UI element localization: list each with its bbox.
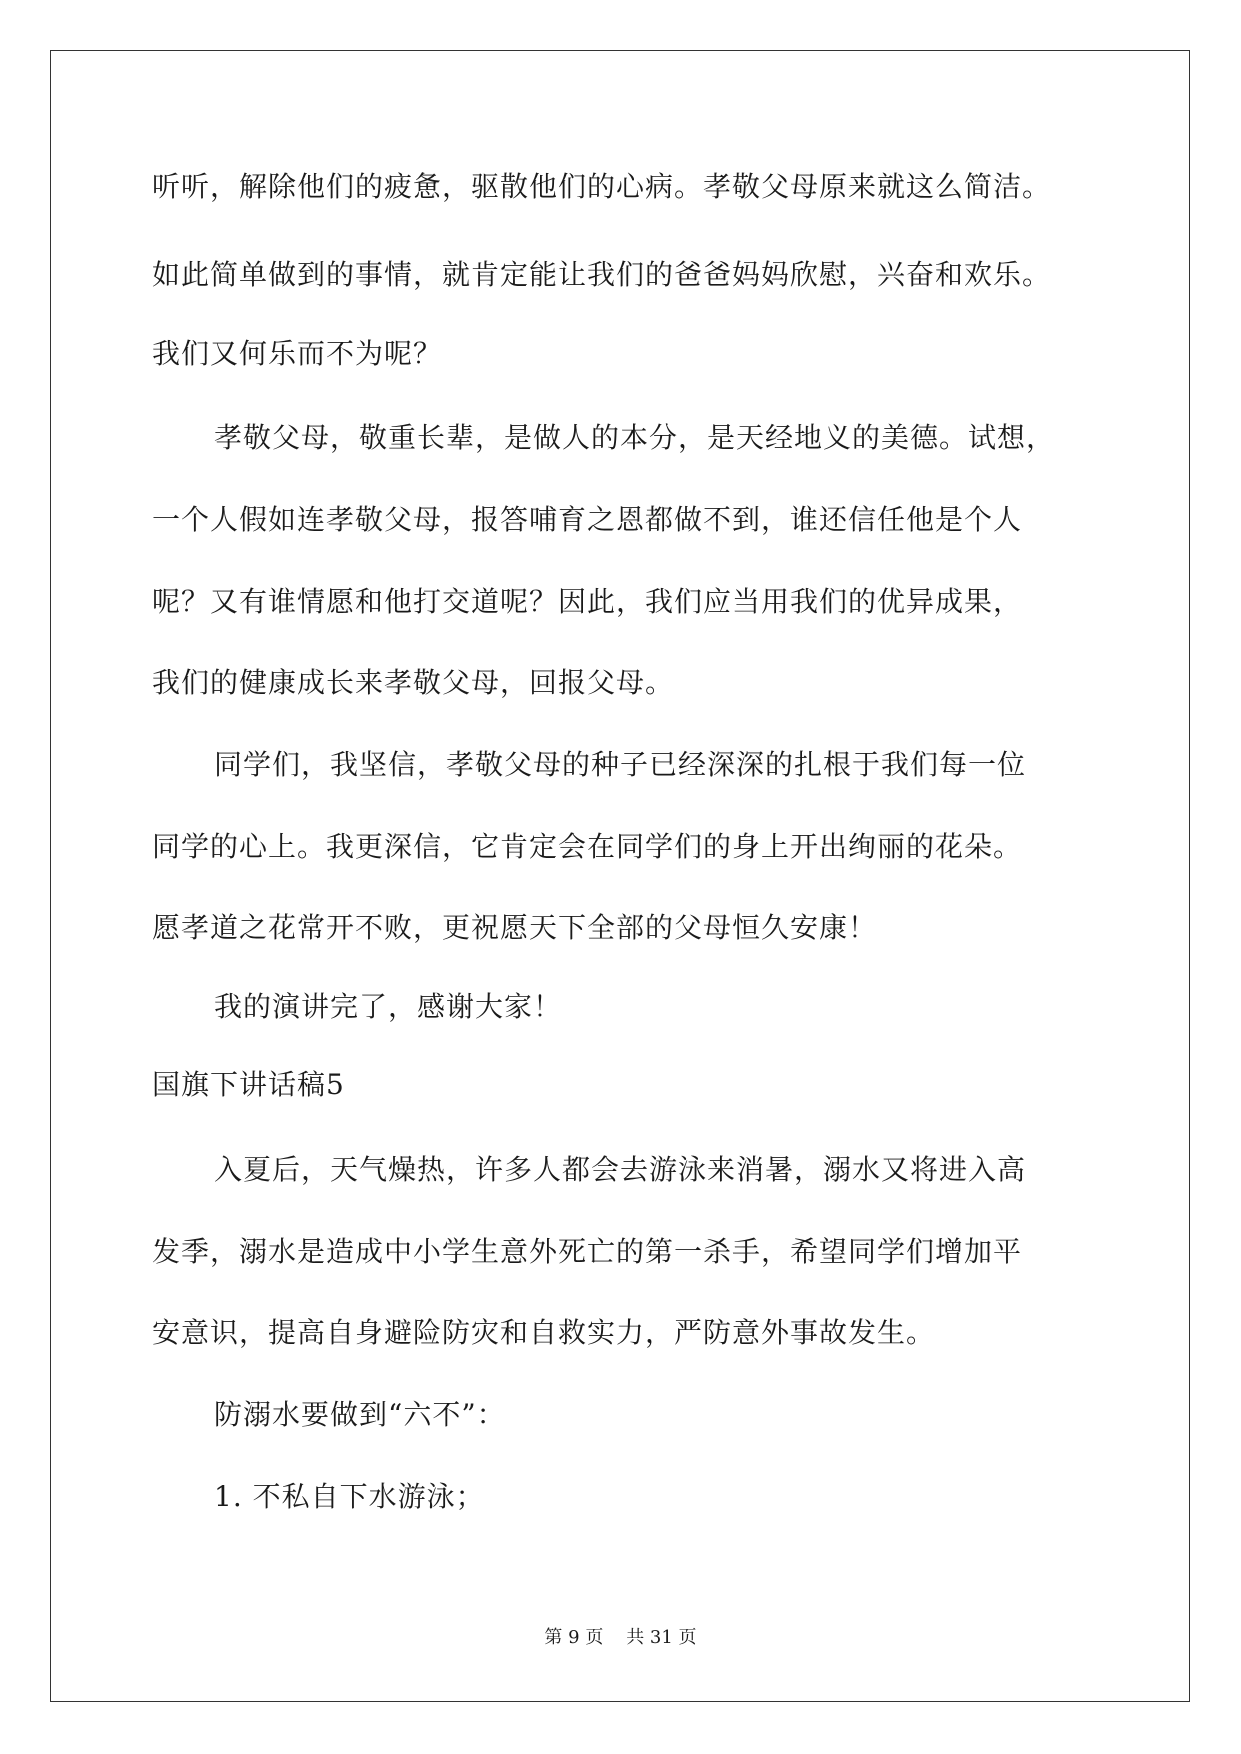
page-number: 第 9 页 共 31 页 [544, 1627, 697, 1648]
text-line: 同学的心上。我更深信，它肯定会在同学们的身上开出绚丽的花朵。 [152, 830, 1023, 863]
text-line: 呢？又有谁情愿和他打交道呢？因此，我们应当用我们的优异成果， [152, 585, 1023, 618]
text-line: 愿孝道之花常开不败，更祝愿天下全部的父母恒久安康！ [152, 911, 878, 944]
text-line: 听听，解除他们的疲惫，驱散他们的心病。孝敬父母原来就这么简洁。 [152, 170, 1052, 203]
text-line: 入夏后，天气燥热，许多人都会去游泳来消暑，溺水又将进入高 [214, 1153, 1027, 1186]
text-line: 我们的健康成长来孝敬父母，回报父母。 [152, 666, 675, 699]
text-line: 安意识，提高自身避险防灾和自救实力，严防意外事故发生。 [152, 1316, 936, 1349]
text-line: 我们又何乐而不为呢？ [152, 337, 443, 370]
section-heading: 国旗下讲话稿5 [152, 1068, 345, 1101]
text-line: 如此简单做到的事情，就肯定能让我们的爸爸妈妈欣慰，兴奋和欢乐。 [152, 258, 1052, 291]
text-line: 发季，溺水是造成中小学生意外死亡的第一杀手，希望同学们增加平 [152, 1235, 1023, 1268]
text-line: 防溺水要做到“六不”： [214, 1398, 506, 1431]
text-line: 一个人假如连孝敬父母，报答哺育之恩都做不到，谁还信任他是个人 [152, 503, 1023, 536]
text-line: 孝敬父母，敬重长辈，是做人的本分，是天经地义的美德。试想， [214, 421, 1056, 454]
page-border [50, 50, 1190, 1702]
text-line: 我的演讲完了，感谢大家！ [214, 990, 563, 1023]
list-item: 1. 不私自下水游泳； [214, 1480, 485, 1513]
text-line: 同学们，我坚信，孝敬父母的种子已经深深的扎根于我们每一位 [214, 748, 1027, 781]
